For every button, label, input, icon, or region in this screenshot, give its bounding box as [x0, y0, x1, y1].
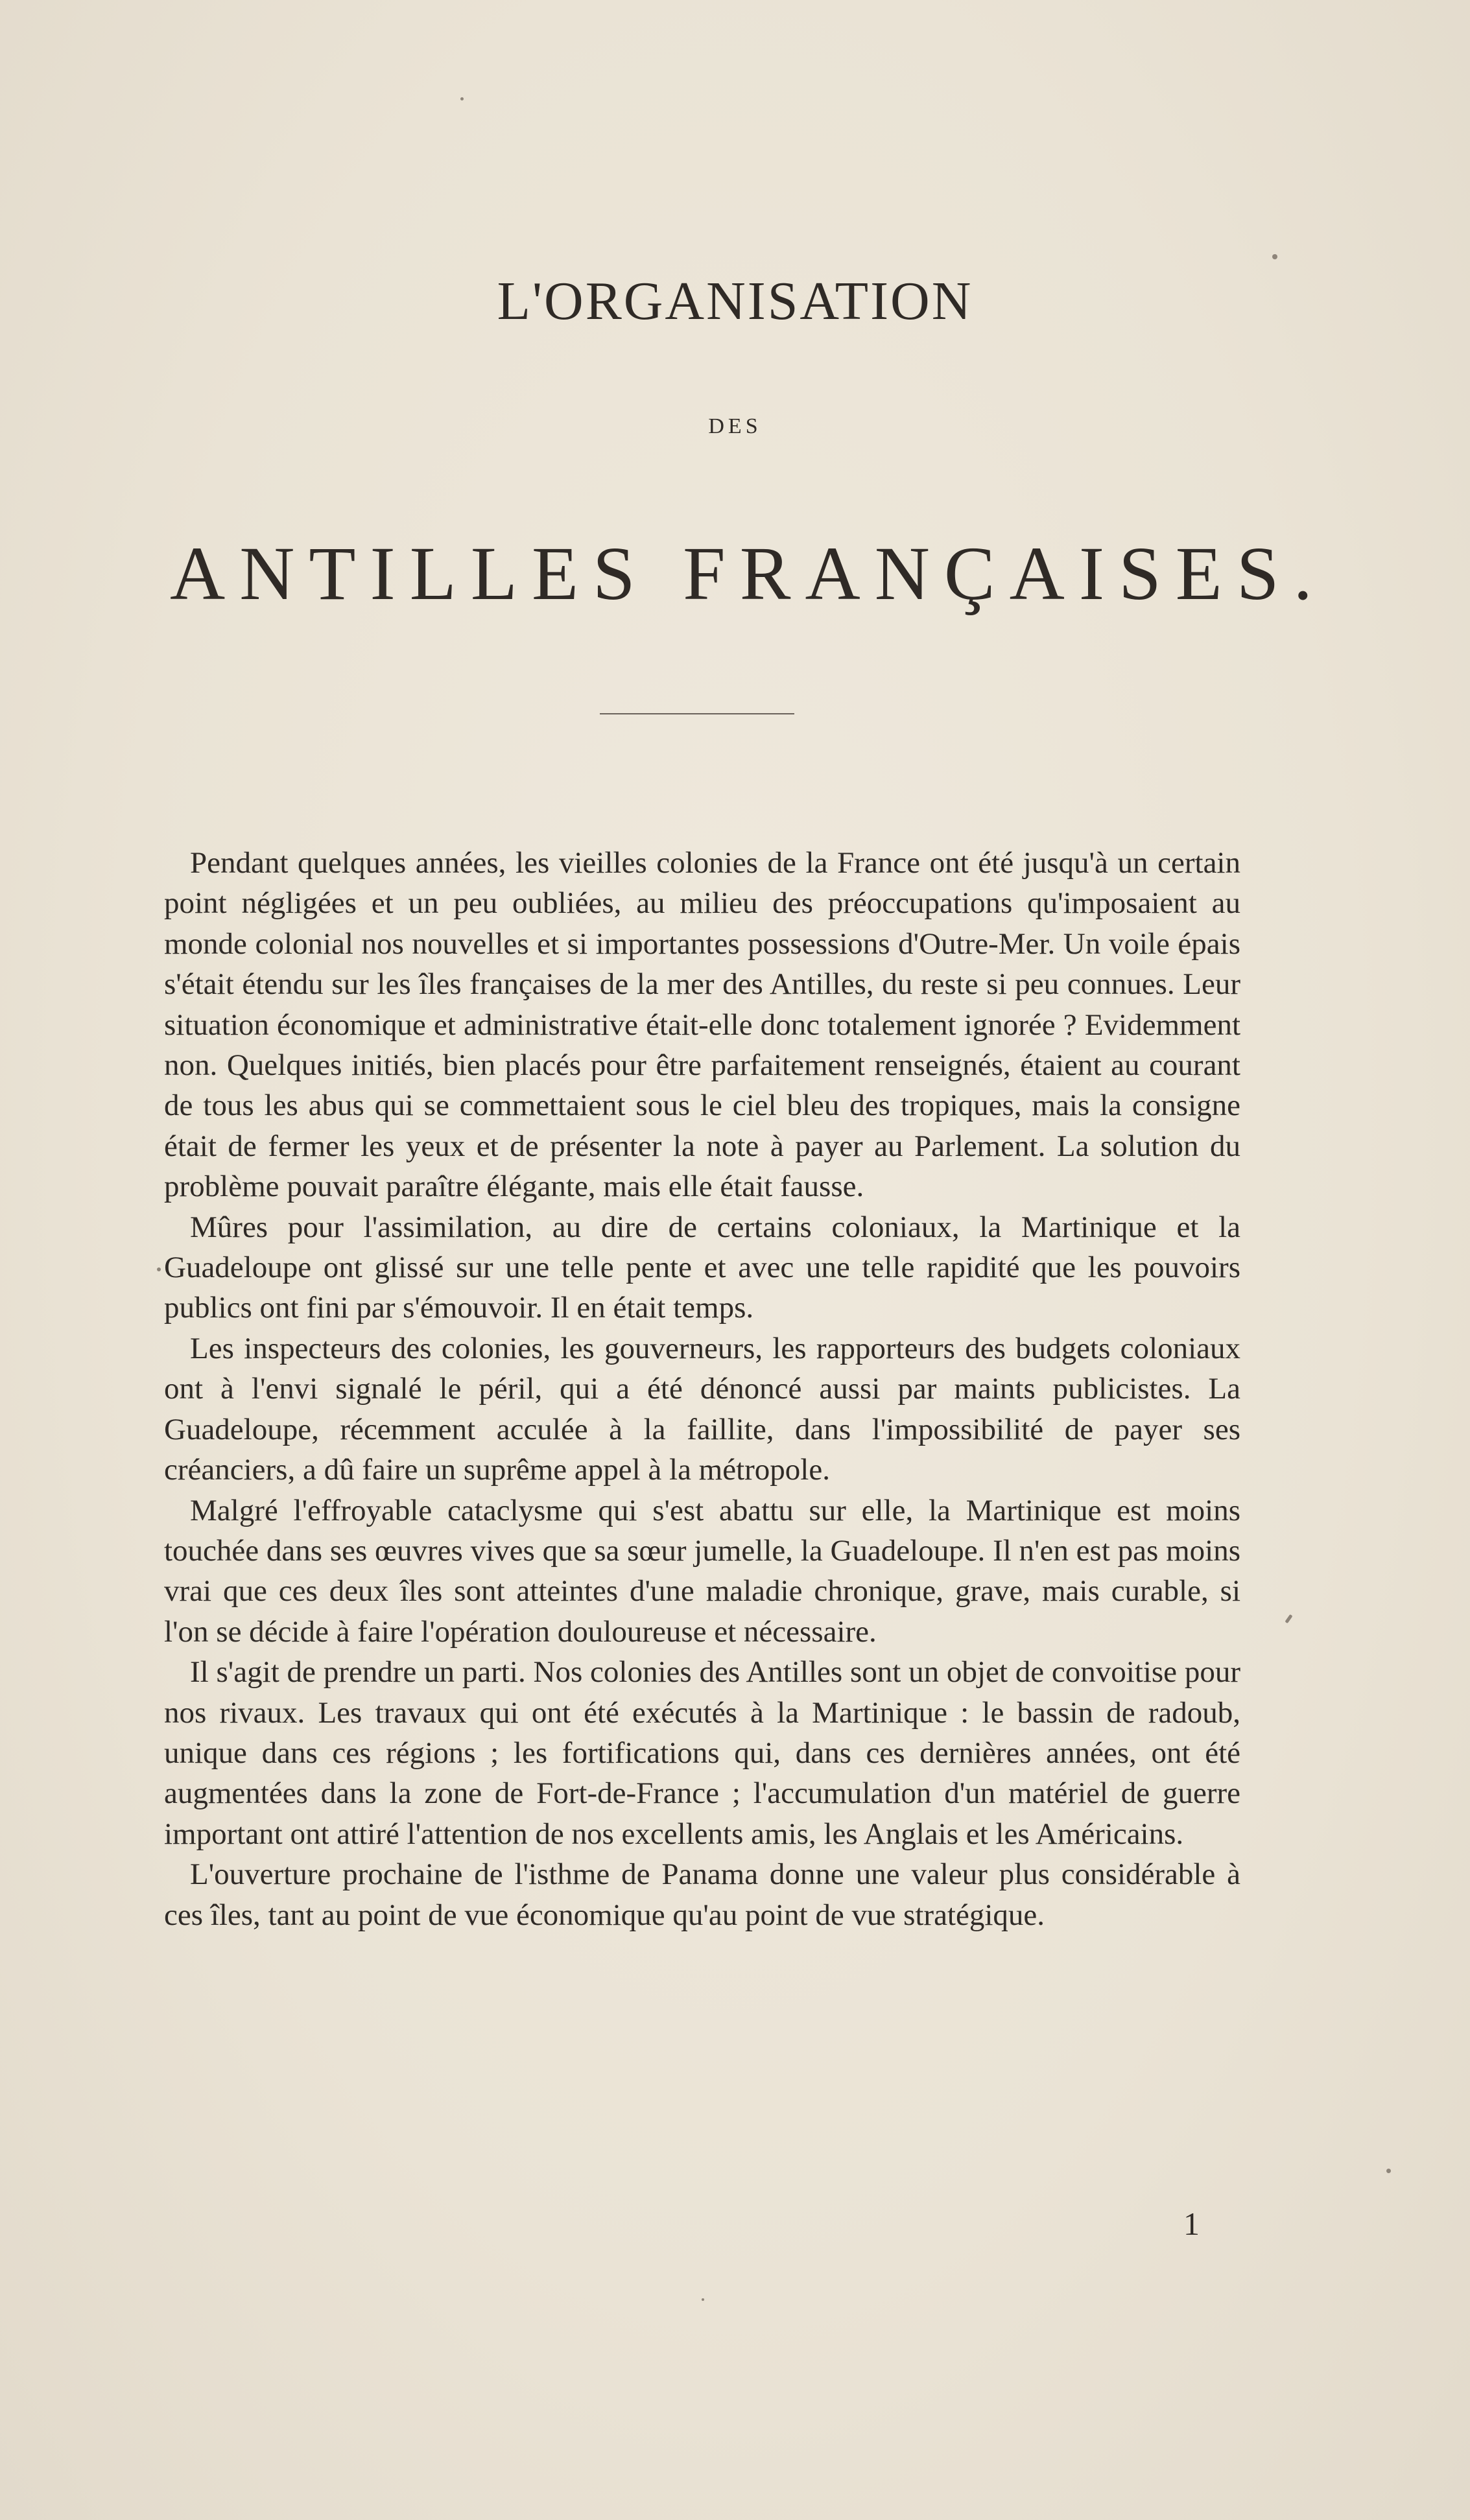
paper-speck — [157, 1267, 161, 1271]
paragraph-3: Les inspecteurs des colonies, les gouverneurs, les rapporteurs des budgets coloniaux ont à l'envi signalé le péril, qui a été dénoncé aussi par maints publicistes. La Guadeloupe, récemment acculée à la faillite, dans l'impossibilité de payer ses créanciers, a dû faire un suprême appel à la métropole. — [164, 1331, 1240, 1487]
paper-speck — [1272, 254, 1277, 259]
paper-speck — [460, 97, 464, 100]
title-divider-rule — [600, 713, 794, 714]
body-text — [164, 843, 1240, 1935]
title-line-organisation: L'ORGANISATION — [497, 271, 973, 331]
paper-speck — [702, 2298, 704, 2301]
paragraph-4: Malgré l'effroyable cataclysme qui s'est abattu sur elle, la Martinique est moins touchée dans ses œuvres vives que sa sœur jumelle, la Guadeloupe. Il n'en est pas moins vrai que ces deux îles sont atteintes d'une maladie chronique, grave, mais curable, si l'on se décide à faire l'opération douloureuse et nécessaire. — [164, 1493, 1240, 1649]
title-line-des: DES — [708, 414, 762, 438]
paragraph-2: Mûres pour l'assimilation, au dire de certains coloniaux, la Martinique et la Guadeloupe ont glissé sur une telle pente et avec une telle rapidité que les pouvoirs publics ont fini par s'émouvoir. Il en était temps. — [164, 1210, 1240, 1325]
paper-speck — [1386, 2169, 1391, 2173]
paragraph-6: L'ouverture prochaine de l'isthme de Panama donne une valeur plus considérable à ces îles, tant au point de vue économique qu'au point de vue stratégique. — [164, 1857, 1240, 1932]
paragraph-1: Pendant quelques années, les vieilles colonies de la France ont été jusqu'à un certain point négligées et un peu oubliées, au milieu des préoccupations qu'imposaient au monde colonial nos nouvelles et si importantes possessions d'Outre-Mer. Un voile épais s'était étendu sur les îles françaises de la mer des Antilles, du reste si peu connues. Leur situation économique et administrative était-elle donc totalement ignorée ? Evidemment non. Quelques initiés, bien placés pour être parfaitement renseignés, étaient au courant de tous les abus qui se commettaient sous le ciel bleu des tropiques, mais la consigne était de fermer les yeux et de présenter la note à payer au Parlement. La solution du problème pouvait paraître élégante, mais elle était fausse. — [164, 846, 1240, 1204]
page-number: 1 — [1183, 2206, 1200, 2242]
title-line-antilles: ANTILLES FRANÇAISES. — [170, 531, 1327, 616]
paragraph-5: Il s'agit de prendre un parti. Nos colonies des Antilles sont un objet de convoitise pour nos rivaux. Les travaux qui ont été exécutés à la Martinique : le bassin de radoub, unique dans ces régions ; les fortifications qui, dans ces dernières années, ont été augmentées dans la zone de Fort-de-France ; l'accumulation d'un matériel de guerre important ont attiré l'attention de nos excellents amis, les Anglais et les Américains. — [164, 1655, 1240, 1851]
paper-speck — [1285, 1614, 1292, 1623]
